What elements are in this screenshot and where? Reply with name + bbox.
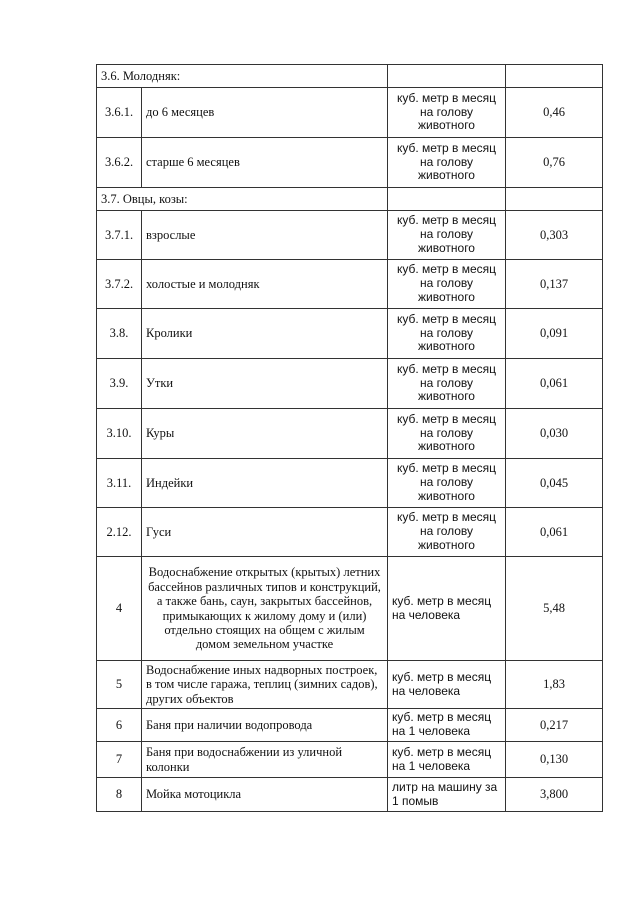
row-unit: куб. метр в месяц на голову животного bbox=[388, 260, 506, 309]
empty-cell bbox=[506, 65, 603, 88]
row-name: Мойка мотоцикла bbox=[142, 778, 388, 812]
row-number: 3.9. bbox=[97, 359, 142, 409]
row-unit: куб. метр в месяц на голову животного bbox=[388, 211, 506, 260]
table-row bbox=[97, 88, 603, 138]
table-row bbox=[97, 709, 603, 742]
row-unit: куб. метр в месяц на голову животного bbox=[388, 508, 506, 557]
row-unit: куб. метр в месяц на 1 человека bbox=[388, 709, 506, 742]
row-name: Водоснабжение открытых (крытых) летних бассейнов различных типов и конструкций, а также бань, саун, закрытых бассейнов, примыкающих к жилому дому и (или) отдельно стоящих на общем с жилым домом земельном участке bbox=[142, 557, 388, 661]
row-number: 3.6.1. bbox=[97, 88, 142, 138]
row-value: 0,030 bbox=[506, 409, 603, 459]
empty-cell bbox=[506, 188, 603, 211]
table-row bbox=[97, 661, 603, 709]
row-number: 2.12. bbox=[97, 508, 142, 557]
row-unit: куб. метр в месяц на голову животного bbox=[388, 138, 506, 188]
row-value: 3,800 bbox=[506, 778, 603, 812]
row-number: 3.8. bbox=[97, 309, 142, 359]
row-name: взрослые bbox=[142, 211, 388, 260]
table-row bbox=[97, 359, 603, 409]
row-unit: куб. метр в месяц на голову животного bbox=[388, 309, 506, 359]
empty-cell bbox=[388, 65, 506, 88]
table-row bbox=[97, 309, 603, 359]
row-value: 0,137 bbox=[506, 260, 603, 309]
row-number: 3.6.2. bbox=[97, 138, 142, 188]
row-number: 7 bbox=[97, 742, 142, 778]
row-value: 0,091 bbox=[506, 309, 603, 359]
row-unit: куб. метр в месяц на человека bbox=[388, 557, 506, 661]
row-unit: литр на машину за 1 помыв bbox=[388, 778, 506, 812]
row-name: Гуси bbox=[142, 508, 388, 557]
row-name: холостые и молодняк bbox=[142, 260, 388, 309]
row-name: Кролики bbox=[142, 309, 388, 359]
table-row bbox=[97, 557, 603, 661]
row-unit: куб. метр в месяц на человека bbox=[388, 661, 506, 709]
row-value: 1,83 bbox=[506, 661, 603, 709]
section-heading: 3.6. Молодняк: bbox=[97, 65, 388, 88]
row-unit: куб. метр в месяц на голову животного bbox=[388, 359, 506, 409]
empty-cell bbox=[388, 188, 506, 211]
row-unit: куб. метр в месяц на голову животного bbox=[388, 409, 506, 459]
row-name: Баня при наличии водопровода bbox=[142, 709, 388, 742]
table-row bbox=[97, 65, 603, 88]
row-name: Утки bbox=[142, 359, 388, 409]
row-number: 3.7.2. bbox=[97, 260, 142, 309]
consumption-norms-table bbox=[96, 64, 603, 812]
row-value: 0,217 bbox=[506, 709, 603, 742]
row-value: 0,130 bbox=[506, 742, 603, 778]
row-number: 3.10. bbox=[97, 409, 142, 459]
table-row bbox=[97, 260, 603, 309]
table-row bbox=[97, 459, 603, 508]
table-row bbox=[97, 742, 603, 778]
table-row bbox=[97, 188, 603, 211]
row-number: 6 bbox=[97, 709, 142, 742]
row-name: Индейки bbox=[142, 459, 388, 508]
row-name: старше 6 месяцев bbox=[142, 138, 388, 188]
row-number: 8 bbox=[97, 778, 142, 812]
table-row bbox=[97, 778, 603, 812]
table-row bbox=[97, 211, 603, 260]
row-name: до 6 месяцев bbox=[142, 88, 388, 138]
row-value: 0,061 bbox=[506, 508, 603, 557]
row-name: Куры bbox=[142, 409, 388, 459]
row-value: 0,76 bbox=[506, 138, 603, 188]
row-unit: куб. метр в месяц на голову животного bbox=[388, 459, 506, 508]
row-value: 0,061 bbox=[506, 359, 603, 409]
row-value: 0,303 bbox=[506, 211, 603, 260]
row-value: 0,46 bbox=[506, 88, 603, 138]
row-number: 5 bbox=[97, 661, 142, 709]
section-heading: 3.7. Овцы, козы: bbox=[97, 188, 388, 211]
row-value: 5,48 bbox=[506, 557, 603, 661]
table-row bbox=[97, 409, 603, 459]
table-row bbox=[97, 508, 603, 557]
row-unit: куб. метр в месяц на 1 человека bbox=[388, 742, 506, 778]
row-value: 0,045 bbox=[506, 459, 603, 508]
row-unit: куб. метр в месяц на голову животного bbox=[388, 88, 506, 138]
row-number: 3.7.1. bbox=[97, 211, 142, 260]
row-name: Водоснабжение иных надворных построек, в том числе гаража, теплиц (зимних садов), других объектов bbox=[142, 661, 388, 709]
row-number: 3.11. bbox=[97, 459, 142, 508]
row-name: Баня при водоснабжении из уличной колонки bbox=[142, 742, 388, 778]
row-number: 4 bbox=[97, 557, 142, 661]
table-row bbox=[97, 138, 603, 188]
